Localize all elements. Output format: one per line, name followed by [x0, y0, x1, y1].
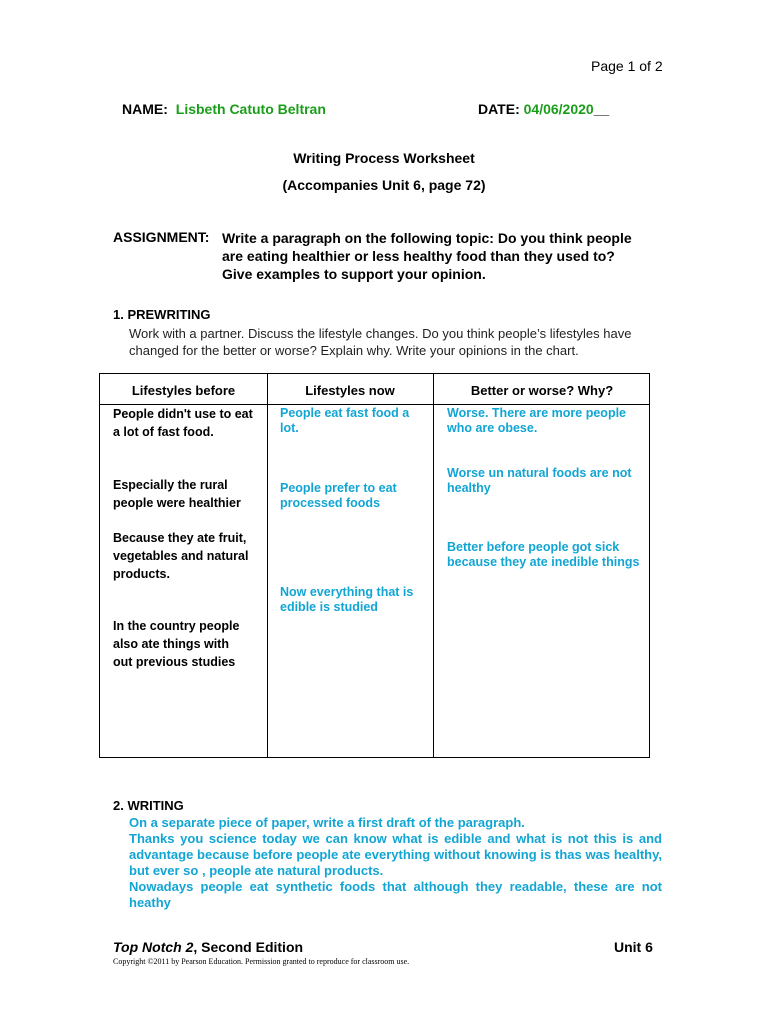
writing-body — [129, 815, 662, 911]
writing-paragraph: On a separate piece of paper, write a first draft of the paragraph. — [129, 815, 525, 830]
writing-heading: 2. WRITING — [113, 798, 184, 813]
name-label: NAME: — [122, 101, 168, 117]
prewriting-heading: 1. PREWRITING — [113, 307, 211, 322]
name-value: Lisbeth Catuto Beltran — [175, 101, 326, 117]
footer-book — [113, 939, 303, 955]
worksheet-subtitle: (Accompanies Unit 6, page 72) — [282, 177, 486, 193]
date-value: 04/06/2020 — [523, 101, 594, 117]
now-entry: People eat fast food a lot. — [280, 406, 410, 435]
copyright-notice: Copyright ©2011 by Pearson Education. Permission granted to reproduce for classroom use. — [113, 957, 410, 966]
page-number: Page 1 of 2 — [591, 58, 663, 74]
before-entry: Because they ate fruit, vegetables and natural products. — [113, 531, 249, 581]
assignment-label: ASSIGNMENT: — [113, 229, 210, 245]
why-entry: Worse. There are more people who are obese. — [447, 406, 626, 435]
before-entry: In the country people also ate things with out previous studies — [113, 619, 240, 669]
header-lifestyles-before: Lifestyles before — [131, 383, 236, 398]
header-better-or-worse: Better or worse? Why? — [470, 383, 614, 398]
prewriting-instructions: Work with a partner. Discuss the lifestyle changes. Do you think people’s lifestyles have changed for the better or worse? Explain why. Write your opinions in the chart. — [129, 326, 632, 358]
column-divider — [433, 374, 434, 757]
date-underline: __ — [593, 101, 610, 117]
header-lifestyles-now: Lifestyles now — [305, 383, 395, 398]
why-entry: Better before people got sick because they ate inedible things — [447, 540, 640, 569]
book-edition: , Second Edition — [193, 939, 304, 955]
writing-paragraph: Nowadays people eat synthetic foods that although they readable, these are not heathy — [129, 879, 662, 910]
why-entry: Worse un natural foods are not healthy — [447, 466, 632, 495]
footer-unit: Unit 6 — [614, 939, 653, 955]
assignment-text: Write a paragraph on the following topic: Do you think people are eating healthier or less healthy food than they used to? Give examples to support your opinion. — [222, 230, 632, 282]
now-entry: People prefer to eat processed foods — [280, 481, 397, 510]
lifestyle-chart — [99, 373, 650, 758]
now-entry: Now everything that is edible is studied — [280, 585, 414, 614]
worksheet-title: Writing Process Worksheet — [293, 150, 475, 166]
name-line — [122, 101, 326, 117]
book-title: Top Notch 2 — [113, 939, 194, 955]
column-divider — [267, 374, 268, 757]
before-entry: Especially the rural people were healthier — [113, 478, 241, 510]
date-label: DATE: — [478, 101, 520, 117]
writing-paragraph: Thanks you science today we can know what is edible and what is not this is and advantage because before people ate everything without knowing is thas was healthy, but ever so , people ate natural products. — [129, 831, 662, 878]
date-line — [478, 101, 609, 117]
before-entry: People didn't use to eat a lot of fast food. — [113, 407, 253, 439]
